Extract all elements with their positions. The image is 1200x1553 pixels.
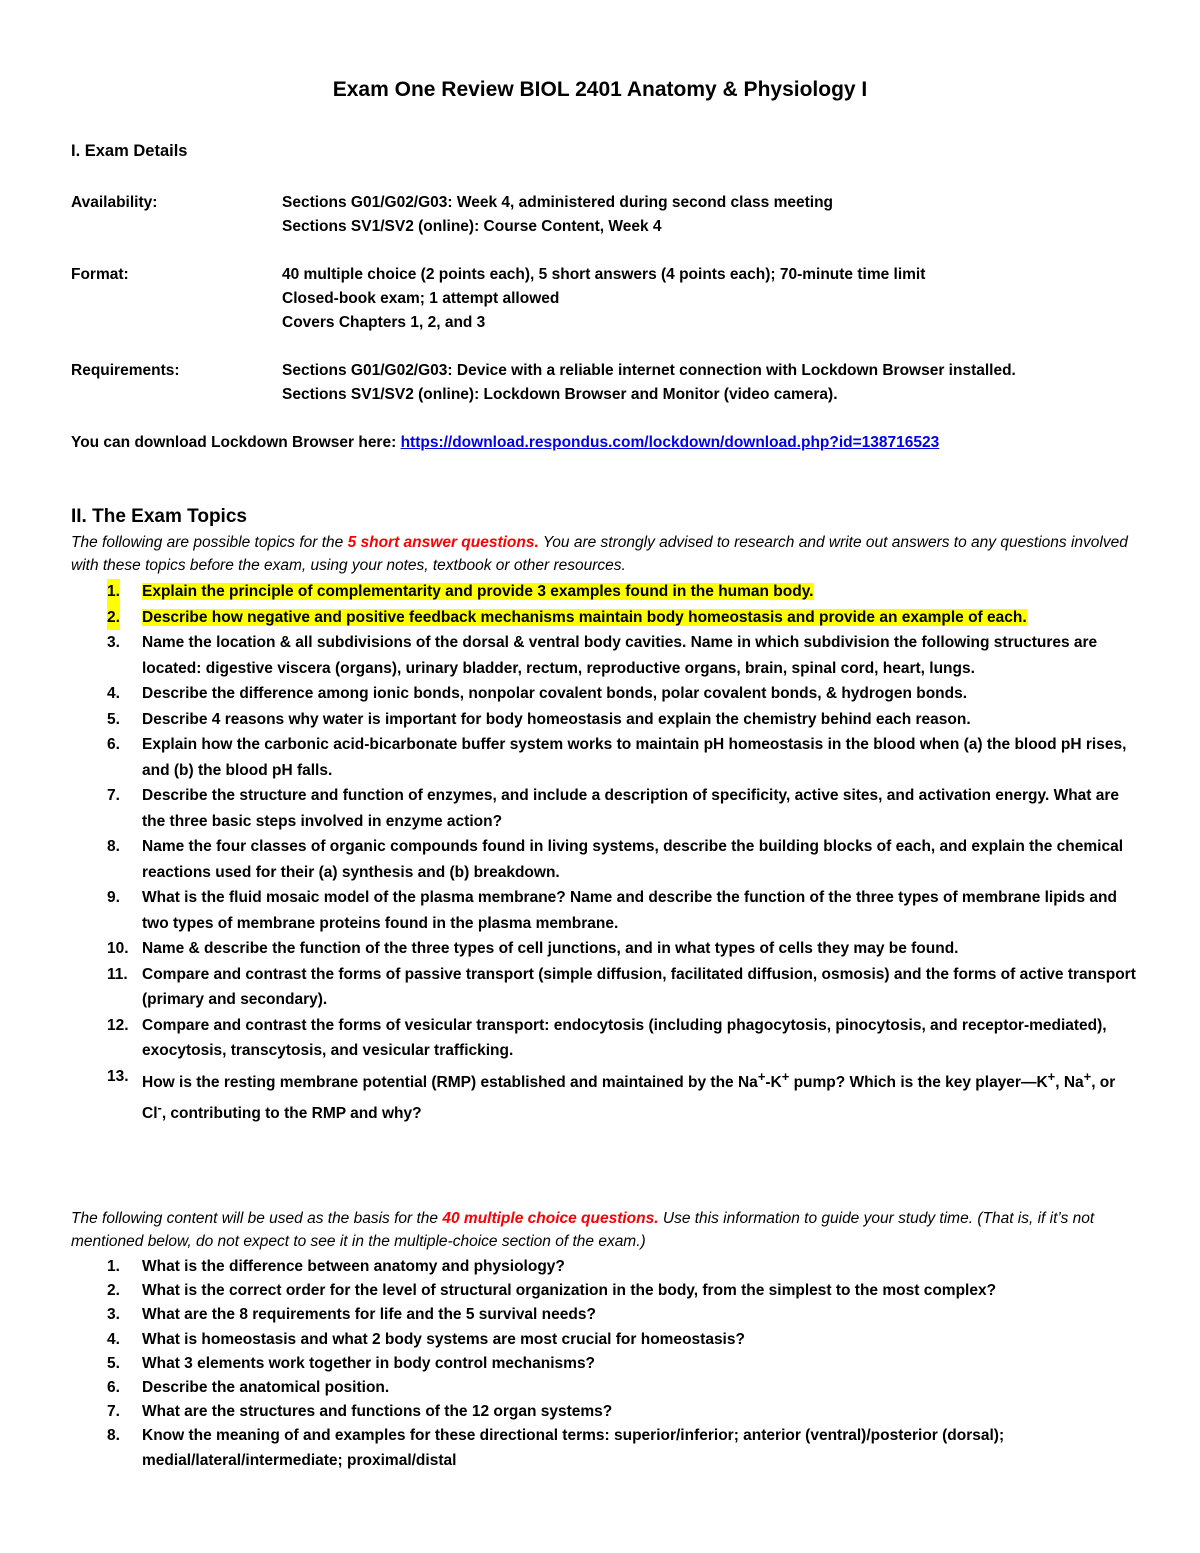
item-text	[142, 1068, 1116, 1123]
short-intro-before: The following are possible topics for the	[71, 534, 348, 551]
item-text: Name the four classes of organic compounds found in living systems, describe the building blocks of each, and explain the chemical reactions used for their (a) synthesis and (b) breakdown.	[142, 838, 1124, 881]
list-item	[71, 630, 1141, 681]
q13-text-b: -K	[765, 1073, 782, 1091]
mc-intro-before: The following content will be used as the basis for the	[71, 1210, 443, 1227]
item-text: What are the structures and functions of the 12 organ systems?	[142, 1403, 613, 1421]
list-item	[71, 834, 1141, 885]
multiple-choice-intro	[71, 1207, 1131, 1253]
item-text: Describe 4 reasons why water is important for body homeostasis and explain the chemistry behind each reason.	[142, 710, 971, 728]
short-intro-emphasis: 5 short answer questions.	[347, 534, 539, 551]
section-heading-exam-details: I. Exam Details	[71, 142, 188, 160]
item-text: What 3 elements work together in body control mechanisms?	[142, 1354, 596, 1372]
list-item	[71, 1013, 1141, 1064]
item-number: 11.	[107, 965, 128, 983]
download-text: You can download Lockdown Browser here:	[71, 434, 401, 451]
list-item	[71, 1255, 1141, 1279]
list-item	[71, 707, 1141, 733]
q13-text-f: , contributing to the RMP and why?	[161, 1105, 422, 1123]
item-number: 5.	[107, 1354, 120, 1372]
q13-sup-2: +	[781, 1068, 790, 1084]
list-item	[71, 1400, 1141, 1424]
section-heading-exam-topics: II. The Exam Topics	[71, 506, 247, 527]
list-item	[71, 885, 1141, 936]
q13-sup-4: +	[1083, 1068, 1092, 1084]
item-number: 2.	[107, 605, 120, 631]
item-number: 12.	[107, 1016, 129, 1034]
item-text: Explain the principle of complementarity and provide 3 examples found in the human body.	[142, 583, 814, 600]
item-text: Name & describe the function of the three types of cell junctions, and in what types of cells they may be found.	[142, 940, 959, 957]
list-item	[71, 1376, 1141, 1400]
item-text: What is the difference between anatomy and physiology?	[142, 1258, 565, 1275]
format-line-2: Closed-book exam; 1 attempt allowed	[282, 290, 560, 307]
list-item	[71, 962, 1141, 1013]
item-text: Describe the anatomical position.	[142, 1379, 390, 1397]
mc-intro-emphasis: 40 multiple choice questions.	[442, 1210, 659, 1227]
item-number: 4.	[107, 1330, 120, 1348]
availability-line-1: Sections G01/G02/G03: Week 4, administered during second class meeting	[282, 194, 834, 211]
list-item	[71, 681, 1141, 707]
format-line-3: Covers Chapters 1, 2, and 3	[282, 314, 486, 331]
availability-line-2: Sections SV1/SV2 (online): Course Content, Week 4	[282, 218, 662, 235]
format-line-1: 40 multiple choice (2 points each), 5 short answers (4 points each); 70-minute time limit	[282, 266, 926, 283]
list-item	[71, 1303, 1141, 1327]
q13-sup-5: -	[157, 1100, 162, 1116]
q13-text-d: , Na	[1055, 1073, 1084, 1091]
item-number: 5.	[107, 710, 120, 728]
item-number: 2.	[107, 1282, 120, 1300]
item-number: 6.	[107, 1379, 120, 1397]
list-item	[71, 936, 1141, 962]
item-number: 4.	[107, 685, 120, 702]
list-item	[71, 605, 1141, 631]
item-text: What is the correct order for the level of structural organization in the body, from the simplest to the most complex?	[142, 1282, 997, 1300]
item-text: What is the fluid mosaic model of the plasma membrane? Name and describe the function of the three types of membrane lipids and two types of membrane proteins found in the plasma membrane.	[142, 889, 1117, 932]
page-title: Exam One Review BIOL 2401 Anatomy & Physiology I	[332, 78, 868, 101]
q13-sup-3: +	[1047, 1068, 1056, 1084]
item-number: 8.	[107, 1427, 120, 1445]
item-number: 1.	[107, 579, 120, 605]
multiple-choice-list	[71, 1255, 1141, 1473]
lockdown-browser-link[interactable]: https://download.respondus.com/lockdown/download.php?id=138716523	[400, 434, 940, 451]
mc-intro-after: Use this information to guide your study time. (That is, if it’s not mentioned below, do not expect to see it in the multiple-choice section of the exam.)	[71, 1210, 1095, 1250]
item-number: 6.	[107, 736, 120, 753]
q13-text-e: , or Cl	[142, 1073, 1116, 1123]
requirements-label: Requirements:	[71, 362, 180, 379]
q13-sup-1: +	[757, 1068, 766, 1084]
list-item	[71, 1424, 1141, 1472]
list-item	[71, 1328, 1141, 1352]
requirements-line-2: Sections SV1/SV2 (online): Lockdown Browser and Monitor (video camera).	[282, 386, 838, 403]
list-item	[71, 1064, 1141, 1127]
list-item	[71, 1352, 1141, 1376]
short-intro-after: You are strongly advised to research and write out answers to any questions involved with these topics before the exam, using your notes, textbook or other resources.	[71, 534, 1128, 574]
item-text: Describe how negative and positive feedback mechanisms maintain body homeostasis and provide an example of each.	[142, 608, 1027, 626]
item-text: Explain how the carbonic acid-bicarbonate buffer system works to maintain pH homeostasis in the blood when (a) the blood pH rises, and (b) the blood pH falls.	[142, 736, 1127, 779]
item-text: Describe the structure and function of enzymes, and include a description of specificity, active sites, and activation energy. What are the three basic steps involved in enzyme action?	[142, 787, 1120, 830]
list-item	[71, 783, 1141, 834]
list-item	[71, 1279, 1141, 1303]
item-text: Describe the difference among ionic bonds, nonpolar covalent bonds, polar covalent bonds, & hydrogen bonds.	[142, 685, 968, 702]
short-answer-intro	[71, 531, 1131, 577]
item-text: Know the meaning of and examples for these directional terms: superior/inferior; anterior (ventral)/posterior (dorsal); medial/lateral/intermediate; proximal/distal	[142, 1427, 1005, 1469]
item-number: 10.	[107, 940, 129, 957]
list-item	[71, 579, 1141, 605]
list-item	[71, 732, 1141, 783]
requirements-line-1: Sections G01/G02/G03: Device with a reliable internet connection with Lockdown Browser installed.	[282, 362, 1016, 379]
download-paragraph	[71, 431, 939, 455]
q13-text-c: pump? Which is the key player—K	[789, 1073, 1048, 1091]
item-number: 7.	[107, 1403, 120, 1421]
item-number: 1.	[107, 1258, 120, 1275]
item-text: Name the location & all subdivisions of the dorsal & ventral body cavities. Name in which subdivision the following structures are located: digestive viscera (organs), urinary bladder, rectum, reproductive organs, brain, spinal cord, heart, lungs.	[142, 634, 1098, 677]
item-number: 3.	[107, 1306, 120, 1324]
item-number: 7.	[107, 787, 120, 804]
item-text: What is homeostasis and what 2 body systems are most crucial for homeostasis?	[142, 1330, 745, 1348]
item-text: What are the 8 requirements for life and the 5 survival needs?	[142, 1306, 596, 1324]
q13-text-a: How is the resting membrane potential (RMP) established and maintained by the Na	[142, 1073, 758, 1091]
item-text: Compare and contrast the forms of vesicular transport: endocytosis (including phagocytosis, pinocytosis, and receptor-mediated), exocytosis, transcytosis, and vesicular trafficking.	[142, 1016, 1107, 1059]
item-number: 8.	[107, 838, 120, 855]
short-answer-list	[71, 579, 1141, 1127]
availability-label: Availability:	[71, 194, 158, 211]
item-number: 3.	[107, 634, 120, 651]
item-text: Compare and contrast the forms of passive transport (simple diffusion, facilitated diffusion, osmosis) and the forms of active transport (primary and secondary).	[142, 965, 1136, 1008]
item-number: 13.	[107, 1067, 129, 1085]
format-label: Format:	[71, 266, 129, 283]
item-number: 9.	[107, 889, 120, 906]
